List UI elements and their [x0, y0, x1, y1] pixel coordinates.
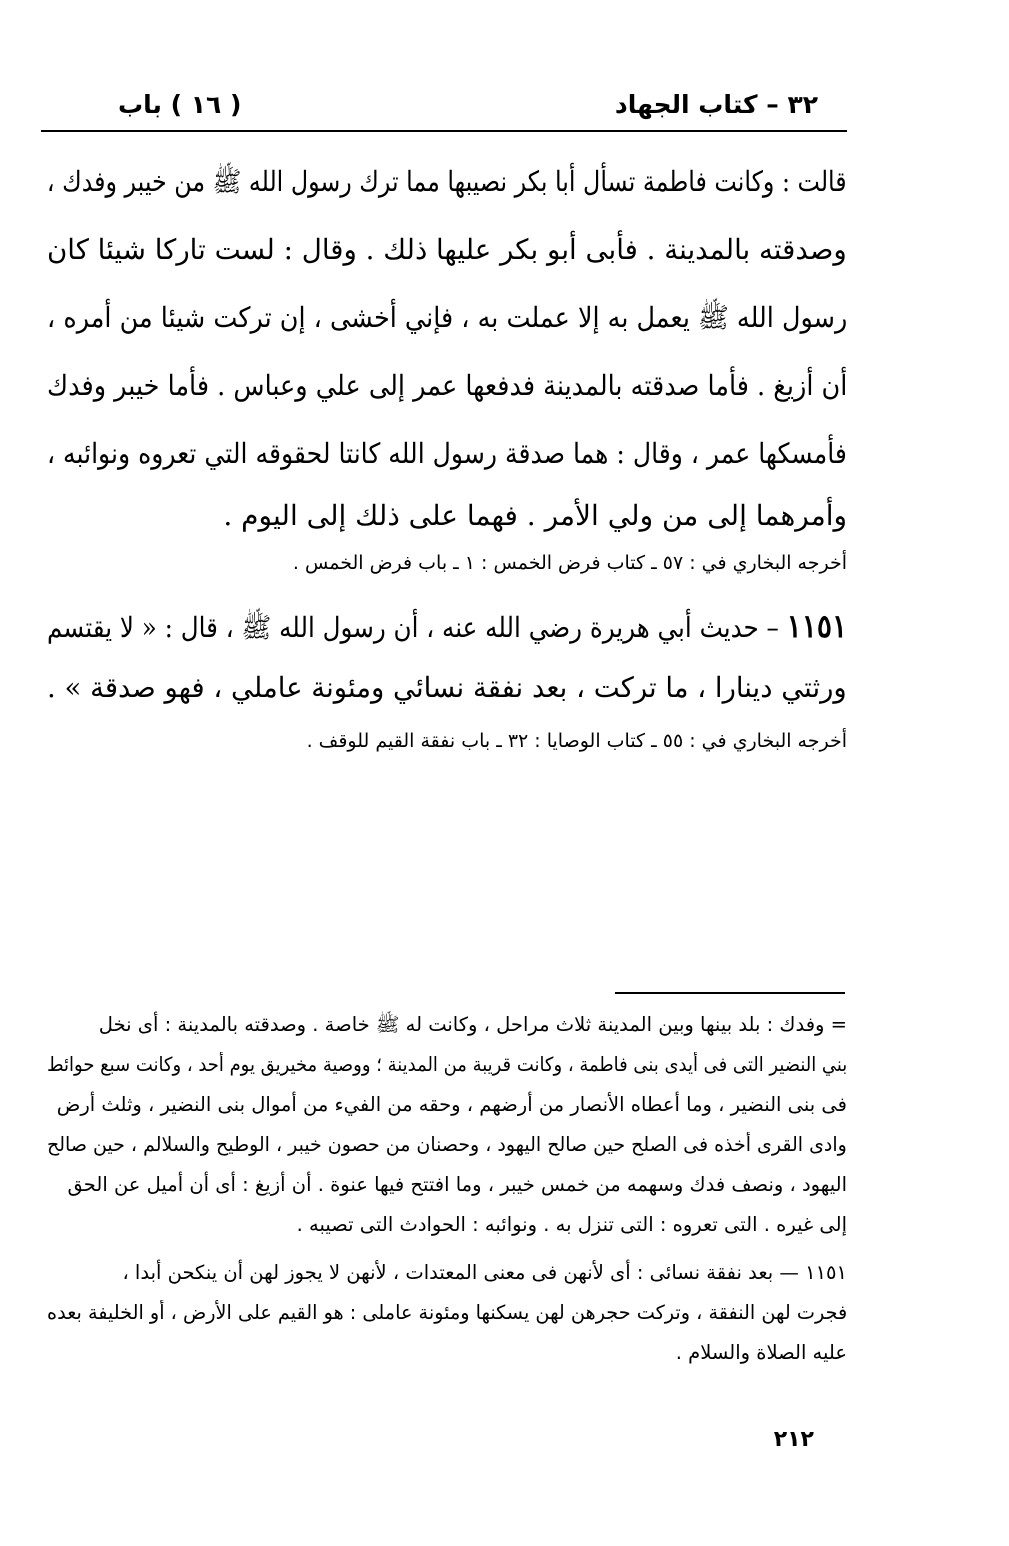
main-text-line: أن أزيغ . فأما صدقته بالمدينة فدفعها عمر إلى علي وعباس . فأما خيبر وفدك — [46, 369, 847, 402]
footnote-line: فجرت لهن النفقة ، وتركت حجرهن لهن يسكنها ومئونة عاملى : هو القيم على الأرض ، أو الخليفة بعده — [46, 1301, 847, 1324]
page-number: ٢١٢ — [773, 1427, 814, 1452]
header-divider — [41, 130, 847, 132]
hadith-number: ١١٥١ — [786, 607, 847, 645]
footnote-line: اليهود ، ونصف فدك وسهمه من خمس خيبر ، وما افتتح فيها عنوة . أن أزيغ : أى أن أميل عن الحق — [67, 1173, 847, 1196]
footnote-line: = وفدك : بلد بينها وبين المدينة ثلاث مراحل ، وكانت له ﷺ خاصة . وصدقته بالمدينة : أى نخل — [98, 1013, 847, 1036]
main-text-line: رسول الله ﷺ يعمل به إلا عملت به ، فإني أخشى ، إن تركت شيئا من أمره ، — [46, 301, 847, 334]
hadith-1151-line-1 — [47, 604, 847, 648]
footnote-line: فى بنى النضير ، وما أعطاه الأنصار من أرضهم ، وحقه من الفيء من أموال بنى النضير ، وثلث أرض — [56, 1093, 847, 1116]
footnote-line: ١١٥١ — بعد نفقة نسائى : أى لأنهن فى معنى المعتدات ، لأنهن لا يجوز لهن أن ينكحن أبدا ، — [122, 1261, 847, 1284]
footnote-line: إلى غيره . التى تعروه : التى تنزل به . ونوائبه : الحوادث التى تصيبه . — [296, 1213, 847, 1236]
hadith-text: – حديث أبي هريرة رضي الله عنه ، أن رسول الله ﷺ ، قال : « لا يقتسم — [46, 611, 779, 644]
main-text-line: فأمسكها عمر ، وقال : هما صدقة رسول الله كانتا لحقوقه التي تعروه ونوائبه ، — [47, 437, 847, 470]
main-text-line: وصدقته بالمدينة . فأبى أبو بكر عليها ذلك . وقال : لست تاركا شيئا كان — [47, 233, 847, 266]
running-header — [118, 84, 818, 124]
footnote-line: وادى القرى أخذه فى الصلح حين صالح اليهود ، وحصنان من حصون خيبر ، الوطيح والسلالم ، حين صالح — [47, 1133, 847, 1156]
header-section-number: ( ١٦ ) باب — [118, 89, 242, 119]
footnote-line: بني النضير التى فى أيدى بنى فاطمة ، وكانت قريبة من المدينة ؛ ووصية مخيريق يوم أحد ، وكانت سبع حوائط — [46, 1053, 847, 1076]
footnote-divider — [615, 992, 845, 994]
main-text-line: وأمرهما إلى من ولي الأمر . فهما على ذلك إلى اليوم . — [223, 499, 847, 532]
takhrij-note: أخرجه البخاري في : ٥٧ ـ كتاب فرض الخمس : ١ ـ باب فرض الخمس . — [292, 552, 847, 574]
hadith-1151-line-2: ورثتي دينارا ، ما تركت ، بعد نفقة نسائي ومئونة عاملي ، فهو صدقة » . — [47, 671, 847, 704]
footnote-line: عليه الصلاة والسلام . — [675, 1341, 847, 1364]
main-text-line: قالت : وكانت فاطمة تسأل أبا بكر نصيبها مما ترك رسول الله ﷺ من خيبر وفدك ، — [47, 165, 847, 198]
takhrij-note: أخرجه البخاري في : ٥٥ ـ كتاب الوصايا : ٣٢ ـ باب نفقة القيم للوقف . — [306, 730, 847, 752]
header-chapter-title: ٣٢ – كتاب الجهاد — [614, 89, 818, 119]
